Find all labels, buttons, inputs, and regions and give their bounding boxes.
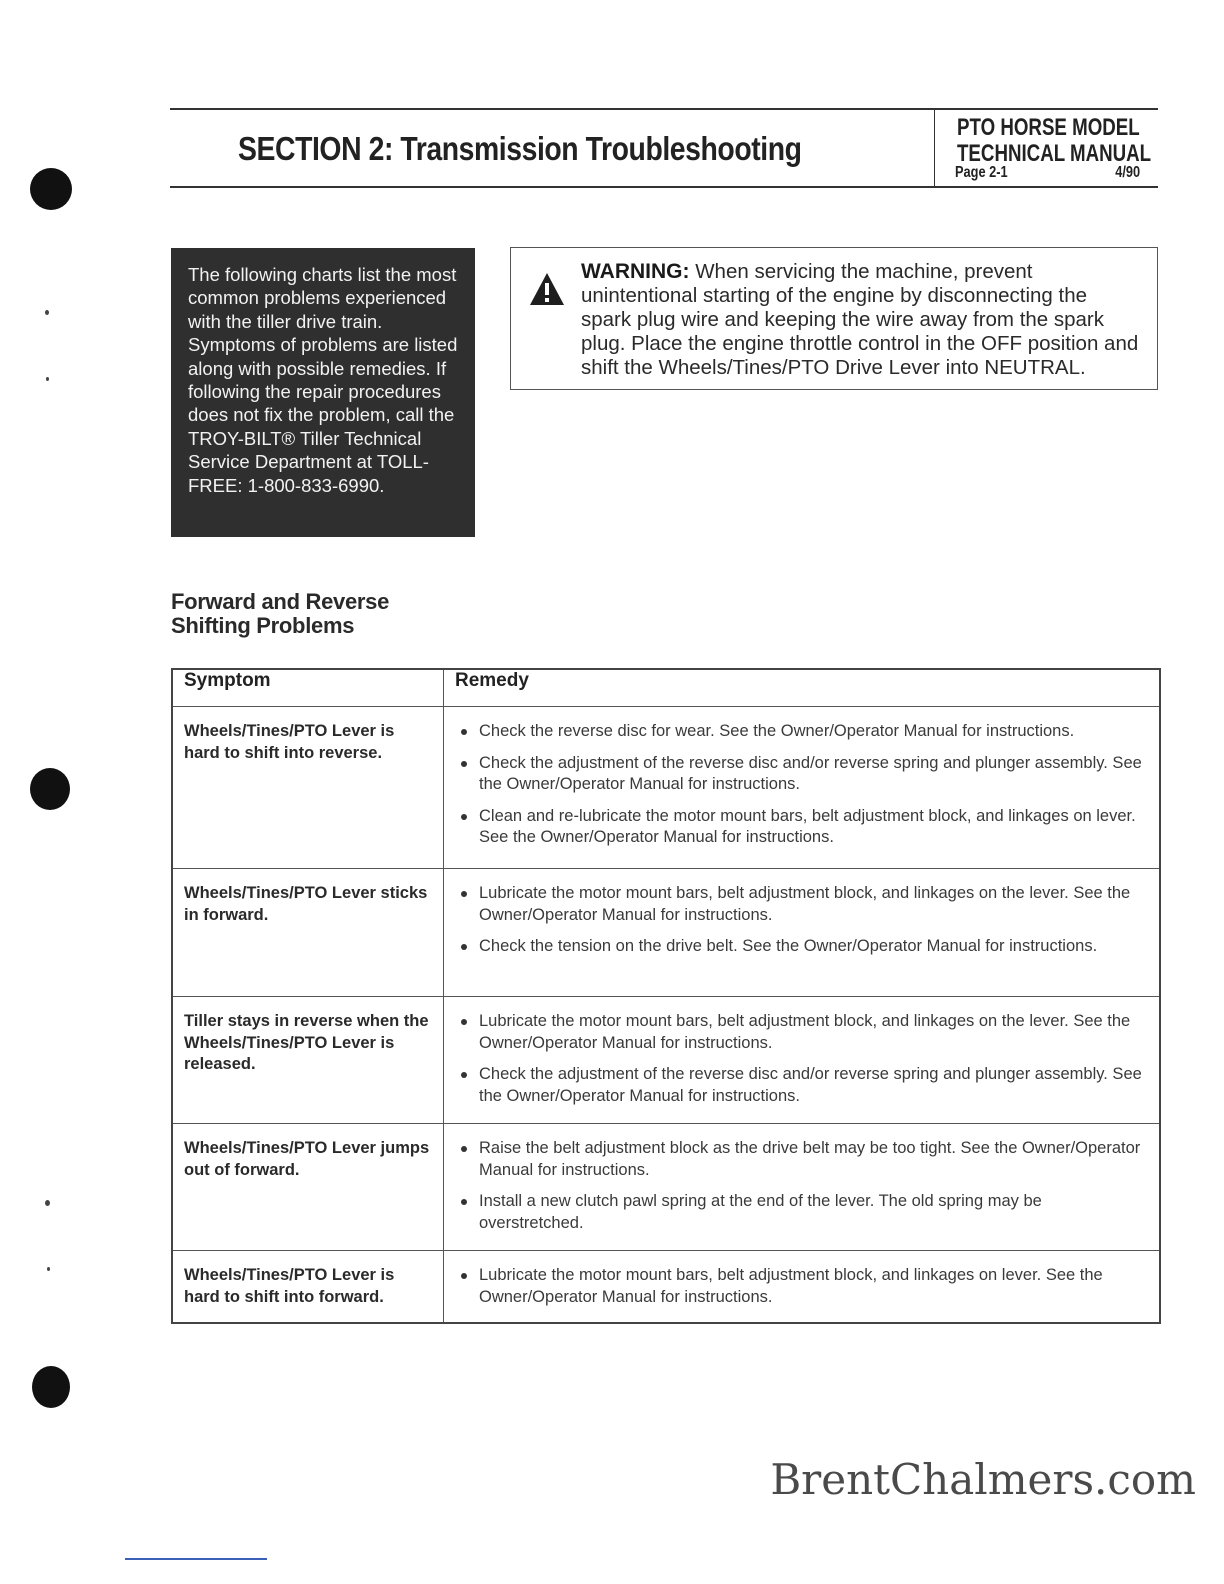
- table-row: [172, 707, 1160, 869]
- table-row: [172, 1251, 1160, 1324]
- warning-body: When servicing the machine, prevent unintentional starting of the engine by disconnecting the spark plug wire and keeping the wire away from the spark plug. Place the engine throttle control in the OFF position and shift the Wheels/Tines/PTO Drive Lever into NEUTRAL.: [581, 260, 1139, 379]
- remedy-cell: [444, 997, 1161, 1124]
- remedy-text: Clean and re-lubricate the motor mount bars, belt adjustment block, and linkages on lever. See the Owner/Operator Manual for instructions.: [479, 806, 1136, 846]
- bullet-icon: [461, 1146, 467, 1152]
- binder-hole-top: [30, 168, 72, 210]
- remedy-text: Raise the belt adjustment block as the drive belt may be too tight. See the Owner/Operator Manual for instructions.: [479, 1139, 1141, 1179]
- scan-speck: [47, 1267, 50, 1271]
- column-header-symptom: Symptom: [172, 669, 444, 707]
- section-title: SECTION 2: Transmission Troubleshooting: [238, 130, 802, 167]
- revision-date: 4/90: [1115, 164, 1140, 181]
- table-heading: [171, 590, 389, 638]
- symptom-cell: Wheels/Tines/PTO Lever sticks in forward.: [172, 869, 444, 997]
- symptom-cell: Tiller stays in reverse when the Wheels/Tines/PTO Lever is released.: [172, 997, 444, 1124]
- remedy-text: Check the adjustment of the reverse disc and/or reverse spring and plunger assembly. See the Owner/Operator Manual for instructions.: [479, 753, 1142, 793]
- remedy-text: Lubricate the motor mount bars, belt adjustment block, and linkages on lever. See the Owner/Operator Manual for instructions.: [479, 1266, 1103, 1306]
- remedy-text: Check the reverse disc for wear. See the Owner/Operator Manual for instructions.: [479, 722, 1075, 740]
- bullet-icon: [461, 1019, 467, 1025]
- remedy-list: [454, 721, 1149, 849]
- remedy-cell: [444, 1124, 1161, 1251]
- remedy-cell: [444, 869, 1161, 997]
- binder-hole-bottom: [32, 1366, 70, 1408]
- remedy-item: [454, 806, 1149, 849]
- remedy-list: [454, 1138, 1149, 1234]
- bullet-icon: [461, 1273, 467, 1279]
- footer-rule: [125, 1558, 267, 1560]
- page-header: [170, 108, 1158, 188]
- remedy-list: [454, 1011, 1149, 1107]
- warning-label: WARNING:: [581, 260, 690, 283]
- remedy-cell: [444, 707, 1161, 869]
- bullet-icon: [461, 1199, 467, 1205]
- bullet-icon: [461, 814, 467, 820]
- manual-name: TECHNICAL MANUAL: [957, 140, 1152, 167]
- bullet-icon: [461, 891, 467, 897]
- table-row: [172, 1124, 1160, 1251]
- bullet-icon: [461, 729, 467, 735]
- table-row: [172, 869, 1160, 997]
- remedy-item: [454, 753, 1149, 796]
- remedy-item: [454, 1191, 1149, 1234]
- table-heading-line-2: Shifting Problems: [171, 613, 355, 638]
- warning-triangle-icon: [529, 272, 565, 306]
- troubleshooting-table: [171, 668, 1161, 1324]
- remedy-item: [454, 1011, 1149, 1054]
- binder-hole-middle: [30, 768, 70, 810]
- remedy-text: Check the adjustment of the reverse disc and/or reverse spring and plunger assembly. See the Owner/Operator Manual for instructions.: [479, 1065, 1142, 1105]
- table-heading-line-1: Forward and Reverse: [171, 589, 390, 614]
- model-name: PTO HORSE MODEL: [957, 114, 1140, 141]
- column-header-remedy: Remedy: [444, 669, 1161, 707]
- remedy-item: [454, 883, 1149, 926]
- intro-note: The following charts list the most common problems experienced with the tiller drive train. Symptoms of problems are listed along with possible remedies. If following the repair procedures does not fix the problem, call the TROY-BILT® Tiller Technical Service Department at TOLL-FREE: 1-800-833-6990.: [171, 248, 475, 537]
- remedy-item: [454, 1138, 1149, 1181]
- remedy-text: Install a new clutch pawl spring at the end of the lever. The old spring may be overstretched.: [479, 1192, 1042, 1232]
- page-number: Page 2-1: [955, 164, 1008, 181]
- scan-speck: [46, 377, 49, 381]
- warning-box: [510, 247, 1158, 390]
- remedy-cell: [444, 1251, 1161, 1324]
- remedy-text: Check the tension on the drive belt. See the Owner/Operator Manual for instructions.: [479, 937, 1098, 955]
- bullet-icon: [461, 761, 467, 767]
- remedy-list: [454, 883, 1149, 958]
- remedy-text: Lubricate the motor mount bars, belt adjustment block, and linkages on the lever. See the Owner/Operator Manual for instructions.: [479, 884, 1131, 924]
- symptom-cell: Wheels/Tines/PTO Lever is hard to shift into reverse.: [172, 707, 444, 869]
- remedy-item: [454, 1265, 1149, 1308]
- bullet-icon: [461, 944, 467, 950]
- remedy-item: [454, 721, 1149, 743]
- scan-speck: [45, 1200, 50, 1206]
- scan-speck: [45, 310, 49, 315]
- remedy-item: [454, 1064, 1149, 1107]
- manual-id-box: [934, 108, 1158, 188]
- remedy-text: Lubricate the motor mount bars, belt adjustment block, and linkages on the lever. See the Owner/Operator Manual for instructions.: [479, 1012, 1131, 1052]
- watermark: BrentChalmers.com: [770, 1455, 1196, 1504]
- bullet-icon: [461, 1072, 467, 1078]
- symptom-cell: Wheels/Tines/PTO Lever is hard to shift into forward.: [172, 1251, 444, 1324]
- remedy-list: [454, 1265, 1149, 1308]
- table-row: [172, 997, 1160, 1124]
- table-header-row: [172, 669, 1160, 707]
- warning-text: [581, 260, 1141, 380]
- remedy-item: [454, 936, 1149, 958]
- symptom-cell: Wheels/Tines/PTO Lever jumps out of forward.: [172, 1124, 444, 1251]
